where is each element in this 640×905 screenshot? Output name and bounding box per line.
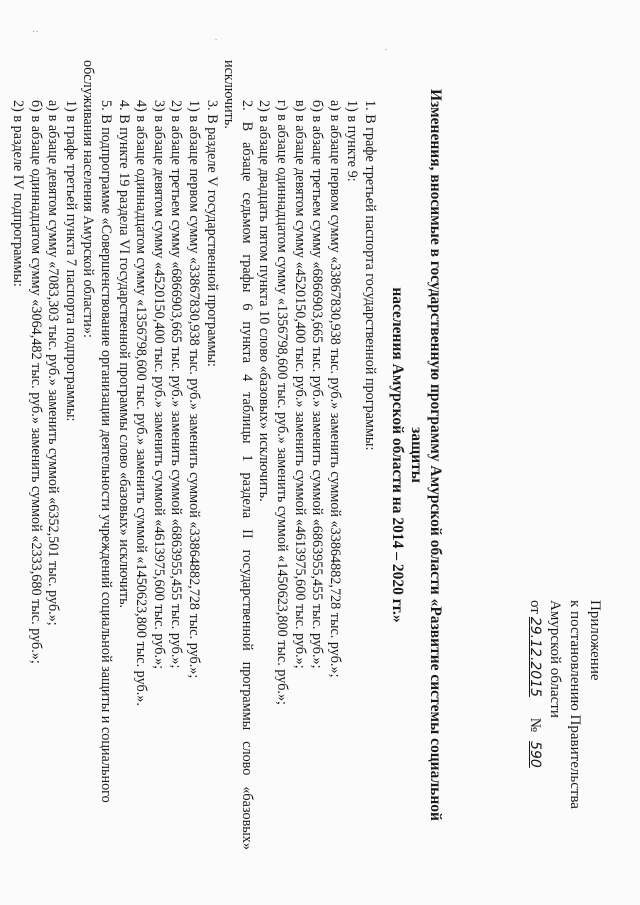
paragraph-2: 2. В абзаце седьмом графы 6 пункта 4 таблицы 1 раздела II государственной программы слово «базовых»: [238, 100, 255, 850]
number-sign: №: [527, 717, 543, 733]
paragraph-5-2: 2) в разделе IV подпрограммы:: [10, 100, 27, 287]
paragraph-1-1: 1) в пункте 9:: [344, 100, 361, 182]
scan-speck: :: [30, 30, 40, 34]
paragraph-3-3: 3) в абзаце девятом сумму «4520150,400 тыс. руб.» заменить суммой «4613975,600 тыс. руб.»;: [150, 100, 167, 670]
title-line-2: населения Амурской области на 2014 – 2020 гг.»: [389, 287, 406, 623]
handwritten-number: 590: [527, 741, 543, 768]
document-body: [9, 60, 378, 850]
paragraph-5: 5. В подпрограмме «Совершенствование организации деятельности учреждений социальной защиты и социального: [98, 100, 115, 803]
paragraph-1-1-c: в) в абзаце девятом сумму «4520150,400 тыс. руб.» заменить суммой «4613975,600 тыс. руб.»;: [291, 100, 308, 669]
paragraph-5-cont: обслуживания населения Амурской области»:: [80, 60, 97, 338]
scan-speck: ·: [380, 48, 390, 51]
paragraph-1-2: 2) в абзаце двадцать пятом пункта 10 слово «базовых» исключить.: [256, 100, 273, 502]
paragraph-2-cont: исключить.: [221, 60, 238, 129]
date-prefix: от: [527, 600, 543, 614]
paragraph-3: 3. В разделе V государственной программы:: [203, 100, 220, 367]
paragraph-4: 4. В пункте 19 раздела VI государственной программы слово «базовых» исключить.: [115, 100, 132, 609]
paragraph-3-4: 4) в абзаце одиннадцатом сумму «1356798,600 тыс. руб.» заменить суммой «1450623,800 тыс. руб.».: [133, 100, 150, 706]
paragraph-5-1-a: а) в абзаце девятом сумму «7083,303 тыс. руб.» заменить суммой «6352,501 тыс. руб.»;: [45, 100, 62, 626]
paragraph-1-1-b: б) в абзаце третьем сумму «6866903,665 тыс. руб.» заменить суммой «6863955,455 тыс. руб.»;: [309, 100, 326, 669]
document-title: [388, 60, 445, 850]
appendix-header: [525, 600, 605, 890]
date-number-line: [525, 600, 545, 890]
decree-reference: к постановлению Правительства: [567, 600, 583, 809]
paragraph-5-1-b: б) в абзаце одиннадцатом сумму «3064,482 тыс. руб.» заменить суммой «2333,680 тыс. руб.»;: [27, 100, 44, 664]
scan-speck: ·: [210, 38, 220, 41]
paragraph-3-2: 2) в абзаце третьем сумму «6866903,665 тыс. руб.» заменить суммой «6863955,455 тыс. руб.»;: [168, 100, 185, 669]
paragraph-1-1-d: г) в абзаце одиннадцатом сумму «1356798,600 тыс. руб.» заменить суммой «1450623,800 тыс. руб.»;: [274, 100, 291, 705]
handwritten-date: 29.12.2015: [527, 616, 543, 698]
appendix-label: Приложение: [587, 600, 603, 681]
paragraph-1-1-a: а) в абзаце первом сумму «33867830,938 тыс. руб.» заменить суммой «33864882,728 тыс. руб.»;: [326, 100, 343, 678]
paragraph-5-1: 1) в графе третьей пункта 7 паспорта подпрограммы:: [62, 100, 79, 422]
region-name: Амурской области: [547, 600, 563, 718]
paragraph-3-1: 1) в абзаце первом сумму «33867830,938 тыс. руб.» заменить суммой «33864882,728 тыс. руб.»;: [186, 100, 203, 679]
paragraph-1: 1. В графе третьей паспорта государственной программы:: [362, 100, 378, 451]
title-line-1: Изменения, вносимые в государственную программу Амурской области «Развитие системы социальной защиты: [408, 89, 444, 821]
